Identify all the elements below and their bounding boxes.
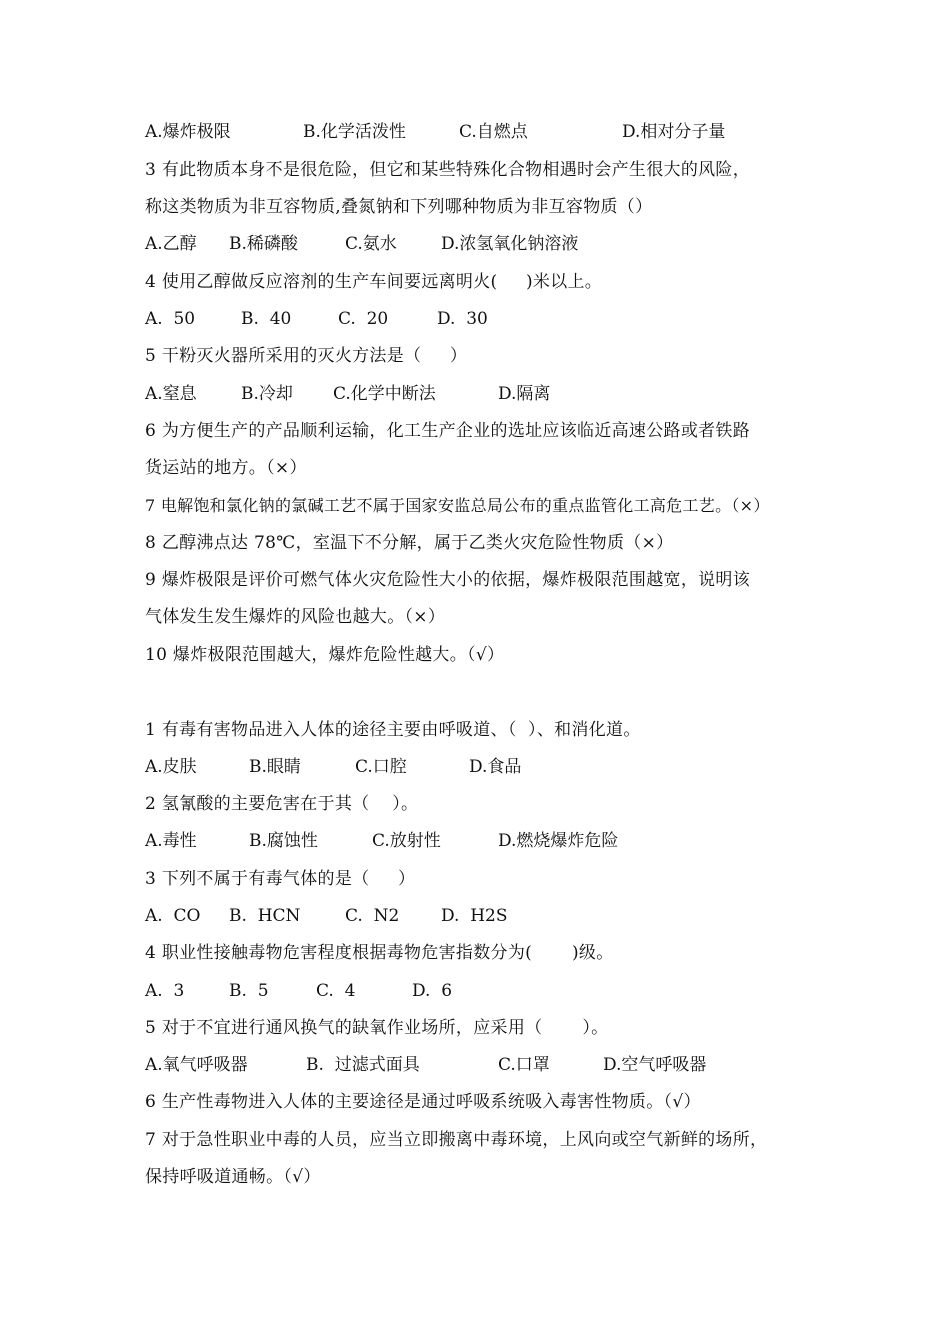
s1-q9-line1: 9 爆炸极限是评价可燃气体火灾危险性大小的依据，爆炸极限范围越宽，说明该 (145, 570, 751, 590)
s2-q3-option-a: A. CO (145, 906, 201, 926)
s1-q5-option-d: D.隔离 (498, 384, 551, 404)
s2-q5-option-b: B. 过滤式面具 (306, 1055, 420, 1075)
s2-q3-option-c: C. N2 (345, 906, 400, 926)
s1-q7-text: 7 电解饱和氯化钠的氯碱工艺不属于国家安监总局公布的重点监管化工高危工艺。（×） (145, 496, 770, 515)
s2-q1-option-d: D.食品 (469, 757, 522, 777)
s1-q2-option-a: A.爆炸极限 (145, 122, 231, 142)
s1-q3-option-c: C.氨水 (345, 234, 397, 254)
s2-q4-text: 4 职业性接触毒物危害程度根据毒物危害指数分为( )级。 (145, 943, 614, 963)
s2-q4-option-a: A. 3 (145, 981, 185, 1001)
s2-q1-option-c: C.口腔 (355, 757, 407, 777)
s2-q3-option-b: B. HCN (229, 906, 301, 926)
s1-q5-option-b: B.冷却 (241, 384, 293, 404)
s2-q7-line1: 7 对于急性职业中毒的人员，应当立即搬离中毒环境，上风向或空气新鲜的场所， (145, 1130, 768, 1150)
s1-q2-option-c: C.自燃点 (459, 122, 528, 142)
s2-q4-option-b: B. 5 (229, 981, 269, 1001)
s2-q7-line2: 保持呼吸道通畅。（√） (145, 1167, 321, 1187)
s1-q9-line2: 气体发生发生爆炸的风险也越大。（×） (145, 607, 446, 627)
s1-q4-option-a: A. 50 (145, 309, 196, 329)
s2-q6-text: 6 生产性毒物进入人体的主要途径是通过呼吸系统吸入毒害性物质。（√） (145, 1092, 701, 1112)
s2-q1-option-b: B.眼睛 (249, 757, 301, 777)
s1-q2-option-b: B.化学活泼性 (303, 122, 406, 142)
s2-q2-text: 2 氢氰酸的主要危害在于其（ ）。 (145, 794, 419, 814)
s1-q3-option-a: A.乙醇 (145, 234, 197, 254)
s1-q3-line2: 称这类物质为非互容物质,叠氮钠和下列哪种物质为非互容物质（） (145, 197, 653, 217)
s1-q3-option-b: B.稀磷酸 (229, 234, 298, 254)
s1-q5-option-c: C.化学中断法 (333, 384, 436, 404)
s1-q3-line1: 3 有此物质本身不是很危险，但它和某些特殊化合物相遇时会产生很大的风险， (145, 160, 751, 180)
s1-q8-text: 8 乙醇沸点达 78℃，室温下不分解，属于乙类火灾危险性物质（×） (145, 533, 674, 553)
s1-q3-option-d: D.浓氢氧化钠溶液 (441, 234, 579, 254)
s2-q4-option-d: D. 6 (412, 981, 453, 1001)
s2-q1-text: 1 有毒有害物品进入人体的途径主要由呼吸道、（ ）、和消化道。 (145, 720, 641, 740)
s2-q2-option-d: D.燃烧爆炸危险 (498, 831, 619, 851)
s2-q1-option-a: A.皮肤 (145, 757, 197, 777)
s1-q10-text: 10 爆炸极限范围越大，爆炸危险性越大。（√） (145, 645, 505, 665)
s2-q5-option-d: D.空气呼吸器 (603, 1055, 707, 1075)
s2-q5-text: 5 对于不宜进行通风换气的缺氧作业场所，应采用（ ）。 (145, 1018, 609, 1038)
s2-q2-option-b: B.腐蚀性 (249, 831, 318, 851)
s2-q2-option-c: C.放射性 (372, 831, 441, 851)
s1-q6-line1: 6 为方便生产的产品顺利运输，化工生产企业的选址应该临近高速公路或者铁路 (145, 421, 751, 441)
s1-q4-option-b: B. 40 (241, 309, 292, 329)
s2-q2-option-a: A.毒性 (145, 831, 197, 851)
s1-q4-text: 4 使用乙醇做反应溶剂的生产车间要远离明火( )米以上。 (145, 272, 603, 292)
s2-q5-option-c: C.口罩 (498, 1055, 550, 1075)
s1-q5-text: 5 干粉灭火器所采用的灭火方法是（ ） (145, 346, 468, 366)
s2-q3-option-d: D. H2S (441, 906, 508, 926)
s2-q3-text: 3 下列不属于有毒气体的是（ ） (145, 869, 416, 889)
s2-q4-option-c: C. 4 (316, 981, 356, 1001)
s1-q6-line2: 货运站的地方。（×） (145, 458, 307, 478)
s1-q4-option-d: D. 30 (437, 309, 488, 329)
s1-q2-option-d: D.相对分子量 (622, 122, 726, 142)
s1-q4-option-c: C. 20 (338, 309, 389, 329)
s1-q5-option-a: A.窒息 (145, 384, 197, 404)
s2-q5-option-a: A.氧气呼吸器 (145, 1055, 248, 1075)
